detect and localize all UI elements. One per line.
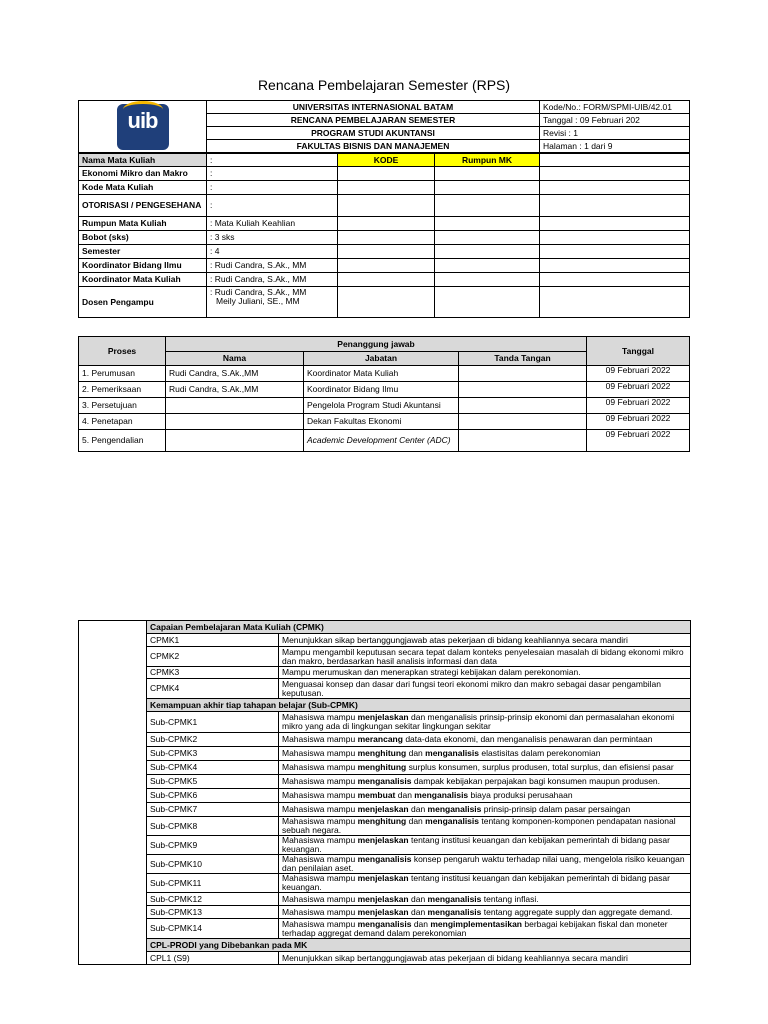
- description-cell: Mahasiswa mampu menganalisis dan mengimplementasikan berbagai kebijakan fiskal dan moneter terhadap aggregat demand dalam perekonomian: [279, 919, 691, 939]
- signature-cell: [459, 366, 587, 382]
- description-cell: Mampu merumuskan dan menerapkan strategi kebijakan dalam perekonomian.: [279, 667, 691, 679]
- code-cell: CPL1 (S9): [147, 952, 279, 965]
- cpmk-row: [79, 634, 691, 647]
- proses-header: Proses: [79, 337, 166, 366]
- form-revision: Revisi : 1: [540, 127, 690, 140]
- jabatan-header: Jabatan: [304, 352, 459, 366]
- proses-cell: 4. Penetapan: [79, 414, 166, 430]
- value-bobot: : 3 sks: [207, 231, 338, 245]
- description-cell: Mampu mengambil keputusan secara tepat dalam konteks penyelesaian masalah di bidang ekonomi mikro dan makro, berdasarkan hasil analisis informasi dan data: [279, 647, 691, 667]
- value-nama-mk: :: [207, 154, 338, 167]
- cpmk-row: [79, 667, 691, 679]
- description-cell: Menguasai konsep dan dasar dari fungsi teori ekonomi mikro dan makro sebagai dasar pengambilan keputusan.: [279, 679, 691, 699]
- cpmk-header: Capaian Pembelajaran Mata Kuliah (CPMK): [147, 621, 691, 634]
- code-cell: Sub-CPMK4: [147, 761, 279, 775]
- form-code: Kode/No.: FORM/SPMI-UIB/42.01: [540, 101, 690, 114]
- label-kode-mk: Kode Mata Kuliah: [79, 181, 207, 195]
- code-cell: Sub-CPMK7: [147, 803, 279, 817]
- signature-cell: [459, 382, 587, 398]
- code-cell: Sub-CPMK6: [147, 789, 279, 803]
- sub-cpmk-row: [79, 733, 691, 747]
- jabatan-cell: Dekan Fakultas Ekonomi: [304, 414, 459, 430]
- jabatan-cell: Pengelola Program Studi Akuntansi: [304, 398, 459, 414]
- label-otorisasi: OTORISASI / PENGESEHANA: [79, 195, 207, 217]
- sub-cpmk-row: [79, 893, 691, 906]
- sub-cpmk-row: [79, 817, 691, 836]
- label-koor-bidang: Koordinator Bidang Ilmu: [79, 259, 207, 273]
- approval-row: [79, 398, 690, 414]
- code-cell: CPMK4: [147, 679, 279, 699]
- approval-row: [79, 414, 690, 430]
- uib-logo: [117, 104, 169, 150]
- tanda-header: Tanda Tangan: [459, 352, 587, 366]
- code-cell: CPMK2: [147, 647, 279, 667]
- description-cell: Mahasiswa mampu menjelaskan tentang institusi keuangan dan kebijakan pemerintah di bidang pasar keuangan.: [279, 874, 691, 893]
- value-otorisasi: :: [207, 195, 338, 217]
- label-mk-title: Ekonomi Mikro dan Makro: [79, 167, 207, 181]
- code-cell: Sub-CPMK9: [147, 836, 279, 855]
- value-mk-title: :: [207, 167, 338, 181]
- university-name: UNIVERSITAS INTERNASIONAL BATAM: [207, 101, 540, 114]
- kode-header: KODE: [338, 154, 435, 167]
- tanggal-cell: 09 Februari 2022: [587, 382, 690, 398]
- description-cell: Mahasiswa mampu membuat dan menganalisis biaya produksi perusahaan: [279, 789, 691, 803]
- signature-cell: [459, 430, 587, 452]
- value-dosen: [207, 287, 338, 318]
- description-cell: Mahasiswa mampu menjelaskan tentang institusi keuangan dan kebijakan pemerintah di bidang pasar keuangan.: [279, 836, 691, 855]
- value-koor-bidang: : Rudi Candra, S.Ak., MM: [207, 259, 338, 273]
- proses-cell: 2. Pemeriksaan: [79, 382, 166, 398]
- code-cell: Sub-CPMK1: [147, 712, 279, 733]
- description-cell: Mahasiswa mampu menghitung dan menganalisis elastisitas dalam perekonomian: [279, 747, 691, 761]
- sub-cpmk-row: [79, 775, 691, 789]
- dosen-1: : Rudi Candra, S.Ak., MM: [210, 287, 307, 297]
- description-cell: Mahasiswa mampu menghitung dan menganalisis tentang komponen-komponen pendapatan nasional sebuah negara.: [279, 817, 691, 836]
- sub-cpmk-row: [79, 906, 691, 919]
- code-cell: CPMK3: [147, 667, 279, 679]
- signature-cell: [459, 398, 587, 414]
- course-info-table: [78, 100, 690, 153]
- code-cell: Sub-CPMK12: [147, 893, 279, 906]
- course-detail-table: [78, 153, 690, 318]
- penanggung-header: Penanggung jawab: [166, 337, 587, 352]
- label-nama-mk: Nama Mata Kuliah: [79, 154, 207, 167]
- code-cell: Sub-CPMK3: [147, 747, 279, 761]
- description-cell: Menunjukkan sikap bertanggungjawab atas pekerjaan di bidang keahliannya secara mandiri: [279, 634, 691, 647]
- description-cell: Mahasiswa mampu merancang data-data ekonomi, dan menganalisis penawaran dan permintaan: [279, 733, 691, 747]
- code-cell: Sub-CPMK10: [147, 855, 279, 874]
- value-rumpun: : Mata Kuliah Keahlian: [207, 217, 338, 231]
- sub-cpmk-row: [79, 855, 691, 874]
- cpl-header: CPL-PRODI yang Dibebankan pada MK: [147, 939, 691, 952]
- sub-cpmk-row: [79, 789, 691, 803]
- sub-cpmk-row: [79, 874, 691, 893]
- page-title: Rencana Pembelajaran Semester (RPS): [257, 77, 511, 93]
- code-cell: Sub-CPMK13: [147, 906, 279, 919]
- nama-header: Nama: [166, 352, 304, 366]
- tanggal-cell: 09 Februari 2022: [587, 430, 690, 452]
- sub-cpmk-row: [79, 761, 691, 775]
- description-cell: Mahasiswa mampu menghitung surplus konsumen, surplus produsen, total surplus, dan efisiensi pasar: [279, 761, 691, 775]
- approval-row: [79, 382, 690, 398]
- code-cell: CPMK1: [147, 634, 279, 647]
- tanggal-cell: 09 Februari 2022: [587, 366, 690, 382]
- cpmk-row: [79, 647, 691, 667]
- label-rumpun: Rumpun Mata Kuliah: [79, 217, 207, 231]
- tanggal-header: Tanggal: [587, 337, 690, 366]
- sub-cpmk-header: Kemampuan akhir tiap tahapan belajar (Sub-CPMK): [147, 699, 691, 712]
- description-cell: Mahasiswa mampu menganalisis dampak kebijakan perpajakan bagi konsumen maupun produsen.: [279, 775, 691, 789]
- value-semester: : 4: [207, 245, 338, 259]
- sub-cpmk-row: [79, 836, 691, 855]
- nama-cell: [166, 398, 304, 414]
- nama-cell: [166, 414, 304, 430]
- value-kode-mk: :: [207, 181, 338, 195]
- logo-text: uib: [127, 107, 158, 133]
- value-koor-mk: : Rudi Candra, S.Ak., MM: [207, 273, 338, 287]
- nama-cell: Rudi Candra, S.Ak.,MM: [166, 366, 304, 382]
- code-cell: Sub-CPMK2: [147, 733, 279, 747]
- document-type: RENCANA PEMBELAJARAN SEMESTER: [207, 114, 540, 127]
- description-cell: Mahasiswa mampu menjelaskan dan menganalisis prinsip-prinsip ekonomi dan permasalahan ekonomi mikro yang ada di lingkungan sekitar lingkungan sekitar: [279, 712, 691, 733]
- code-cell: Sub-CPMK11: [147, 874, 279, 893]
- cpl-row: [79, 952, 691, 965]
- nama-cell: Rudi Candra, S.Ak.,MM: [166, 382, 304, 398]
- rumpun-header: Rumpun MK: [435, 154, 540, 167]
- tanggal-cell: 09 Februari 2022: [587, 414, 690, 430]
- description-cell: Mahasiswa mampu menjelaskan dan menganalisis prinsip-prinsip dalam pasar persaingan: [279, 803, 691, 817]
- description-cell: Mahasiswa mampu menganalisis konsep pengaruh waktu terhadap nilai uang, mengelola risiko keuangan dan penilaian aset.: [279, 855, 691, 874]
- sub-cpmk-row: [79, 803, 691, 817]
- logo-cell: [79, 101, 207, 153]
- jabatan-cell: Academic Development Center (ADC): [304, 430, 459, 452]
- form-date: Tanggal : 09 Februari 202: [540, 114, 690, 127]
- dosen-2: Meily Juliani, SE., MM: [216, 296, 300, 306]
- label-dosen: Dosen Pengampu: [79, 287, 207, 318]
- jabatan-cell: Koordinator Bidang Ilmu: [304, 382, 459, 398]
- proses-cell: 3. Persetujuan: [79, 398, 166, 414]
- form-page: Halaman : 1 dari 9: [540, 140, 690, 153]
- code-cell: Sub-CPMK5: [147, 775, 279, 789]
- approval-table: [78, 336, 690, 452]
- label-bobot: Bobot (sks): [79, 231, 207, 245]
- left-margin-cell: [79, 621, 147, 965]
- description-cell: Mahasiswa mampu menjelaskan dan menganalisis tentang inflasi.: [279, 893, 691, 906]
- sub-cpmk-row: [79, 919, 691, 939]
- sub-cpmk-row: [79, 712, 691, 733]
- learning-outcomes-table: [78, 620, 691, 965]
- proses-cell: 5. Pengendalian: [79, 430, 166, 452]
- description-cell: Mahasiswa mampu menjelaskan dan menganalisis tentang aggregate supply dan aggregate demand.: [279, 906, 691, 919]
- study-program: PROGRAM STUDI AKUNTANSI: [207, 127, 540, 140]
- code-cell: Sub-CPMK8: [147, 817, 279, 836]
- signature-cell: [459, 414, 587, 430]
- description-cell: Menunjukkan sikap bertanggungjawab atas pekerjaan di bidang keahliannya secara mandiri: [279, 952, 691, 965]
- jabatan-cell: Koordinator Mata Kuliah: [304, 366, 459, 382]
- code-cell: Sub-CPMK14: [147, 919, 279, 939]
- nama-cell: [166, 430, 304, 452]
- label-semester: Semester: [79, 245, 207, 259]
- cpmk-row: [79, 679, 691, 699]
- faculty-name: FAKULTAS BISNIS DAN MANAJEMEN: [207, 140, 540, 153]
- sub-cpmk-row: [79, 747, 691, 761]
- approval-row: [79, 430, 690, 452]
- tanggal-cell: 09 Februari 2022: [587, 398, 690, 414]
- proses-cell: 1. Perumusan: [79, 366, 166, 382]
- approval-row: [79, 366, 690, 382]
- label-koor-mk: Koordinator Mata Kuliah: [79, 273, 207, 287]
